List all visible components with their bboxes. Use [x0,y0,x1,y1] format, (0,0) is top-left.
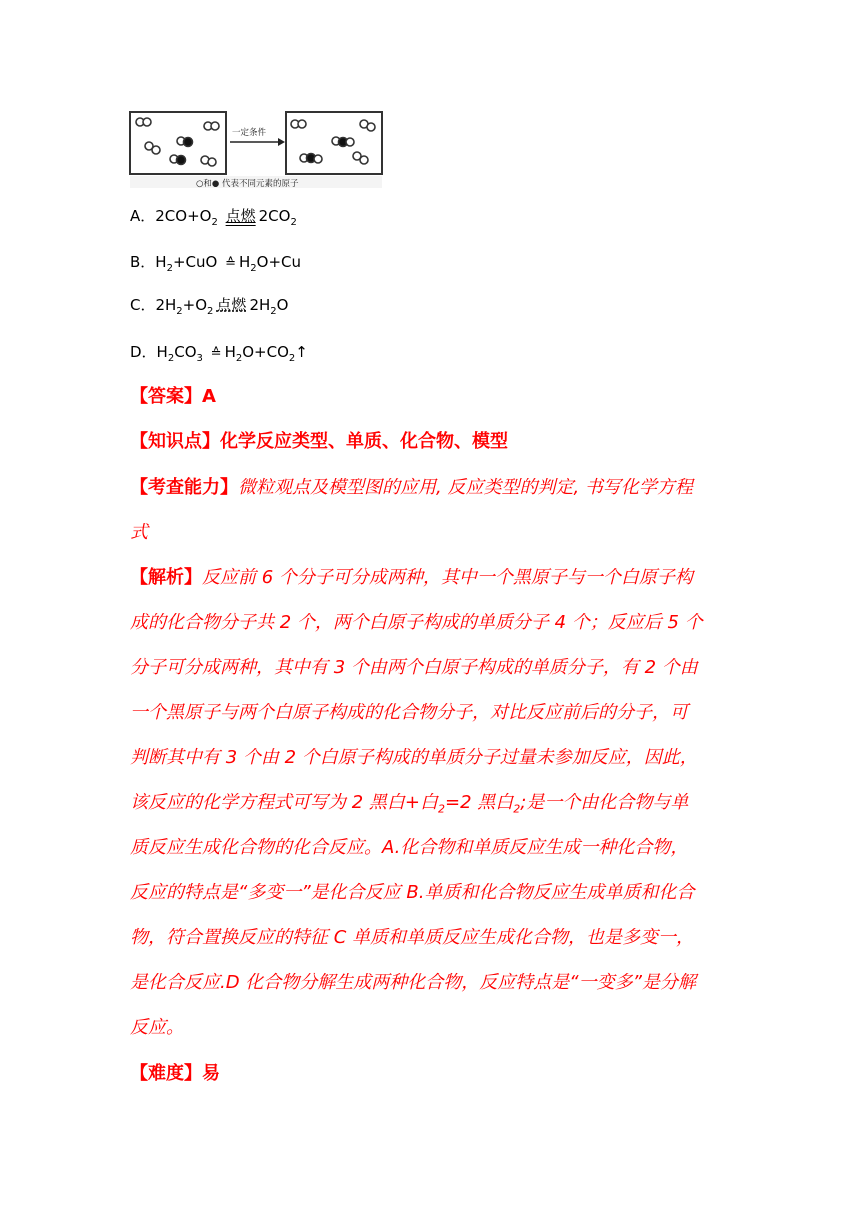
knowledge-tag: 【知识点】 [130,431,220,452]
heat-symbol: ≙ [225,256,236,271]
knowledge-line [130,427,508,457]
option-b: B．$H_2+CuO$ ≙ $H_2O+Cu$ [130,253,302,274]
answer-line [130,382,216,412]
knowledge-value: 化学反应类型、单质、化合物、模型 [220,431,508,452]
ability-line-2: 式 [130,522,148,543]
reaction-condition: 点燃 [216,296,247,314]
heat-symbol: ≙ [210,346,222,361]
analysis-line-7: 质反应生成化合物的化合反应。A.化合物和单质反应生成一种化合物， [130,837,689,858]
option-a: A．$2CO+O_2$ 点燃 $2CO_2$ [130,207,297,228]
ability-line-1: 【考查能力】微粒观点及模型图的应用, 反应类型的判定, 书写化学方程 [130,477,693,498]
ability-tag: 【考查能力】 [130,477,238,498]
analysis-line-10: 是化合反应.D 化合物分解生成两种化合物，反应特点是“一变多”是分解 [130,972,696,993]
answer-tag: 【答案】 [130,386,202,407]
analysis-line-4: 一个黑原子与两个白原子构成的化合物分子，对比反应前后的分子，可 [130,702,688,723]
reaction-diagram [128,110,384,190]
analysis-line-5: 判断其中有 3 个由 2 个白原子构成的单质分子过量未参加反应，因此， [130,747,698,768]
reaction-condition: 点燃 [225,207,256,225]
difficulty-tag: 【难度】 [130,1063,202,1084]
analysis-line-8: 反应的特点是“多变一”是化合反应 B.单质和化合物反应生成单质和化合 [130,882,695,903]
analysis-line-11: 反应。 [130,1017,184,1038]
option-d: D．$H_2CO_3$ ≙ $H_2O+CO_2↑$ [130,343,308,364]
analysis-line-3: 分子可分成两种，其中有 3 个由两个白原子构成的单质分子，有 2 个由 [130,657,698,678]
option-c: C．$2H_2+O_2$ 点燃 $2H_2O$ [130,296,289,317]
analysis-line-1: 【解析】反应前 6 个分子可分成两种，其中一个黑原子与一个白原子构 [130,567,693,588]
reaction-model-figure [128,110,384,190]
analysis-line-2: 成的化合物分子共 2 个，两个白原子构成的单质分子 4 个；反应后 5 个 [130,612,703,633]
figure-caption: ○和● 代表不同元素的原子 [196,179,299,189]
arrow-condition-label: 一定条件 [232,128,267,138]
analysis-tag: 【解析】 [130,567,202,588]
analysis-line-9: 物，符合置换反应的特征 C 单质和单质反应生成化合物，也是多变一， [130,927,695,948]
difficulty-value: 易 [202,1063,220,1084]
answer-value: A [202,386,216,407]
analysis-line-6: 该反应的化学方程式可写为 2 黑白+白$_2$=2 黑白$_2$;是一个由化合物与单 [130,792,689,816]
difficulty-line [130,1059,220,1089]
